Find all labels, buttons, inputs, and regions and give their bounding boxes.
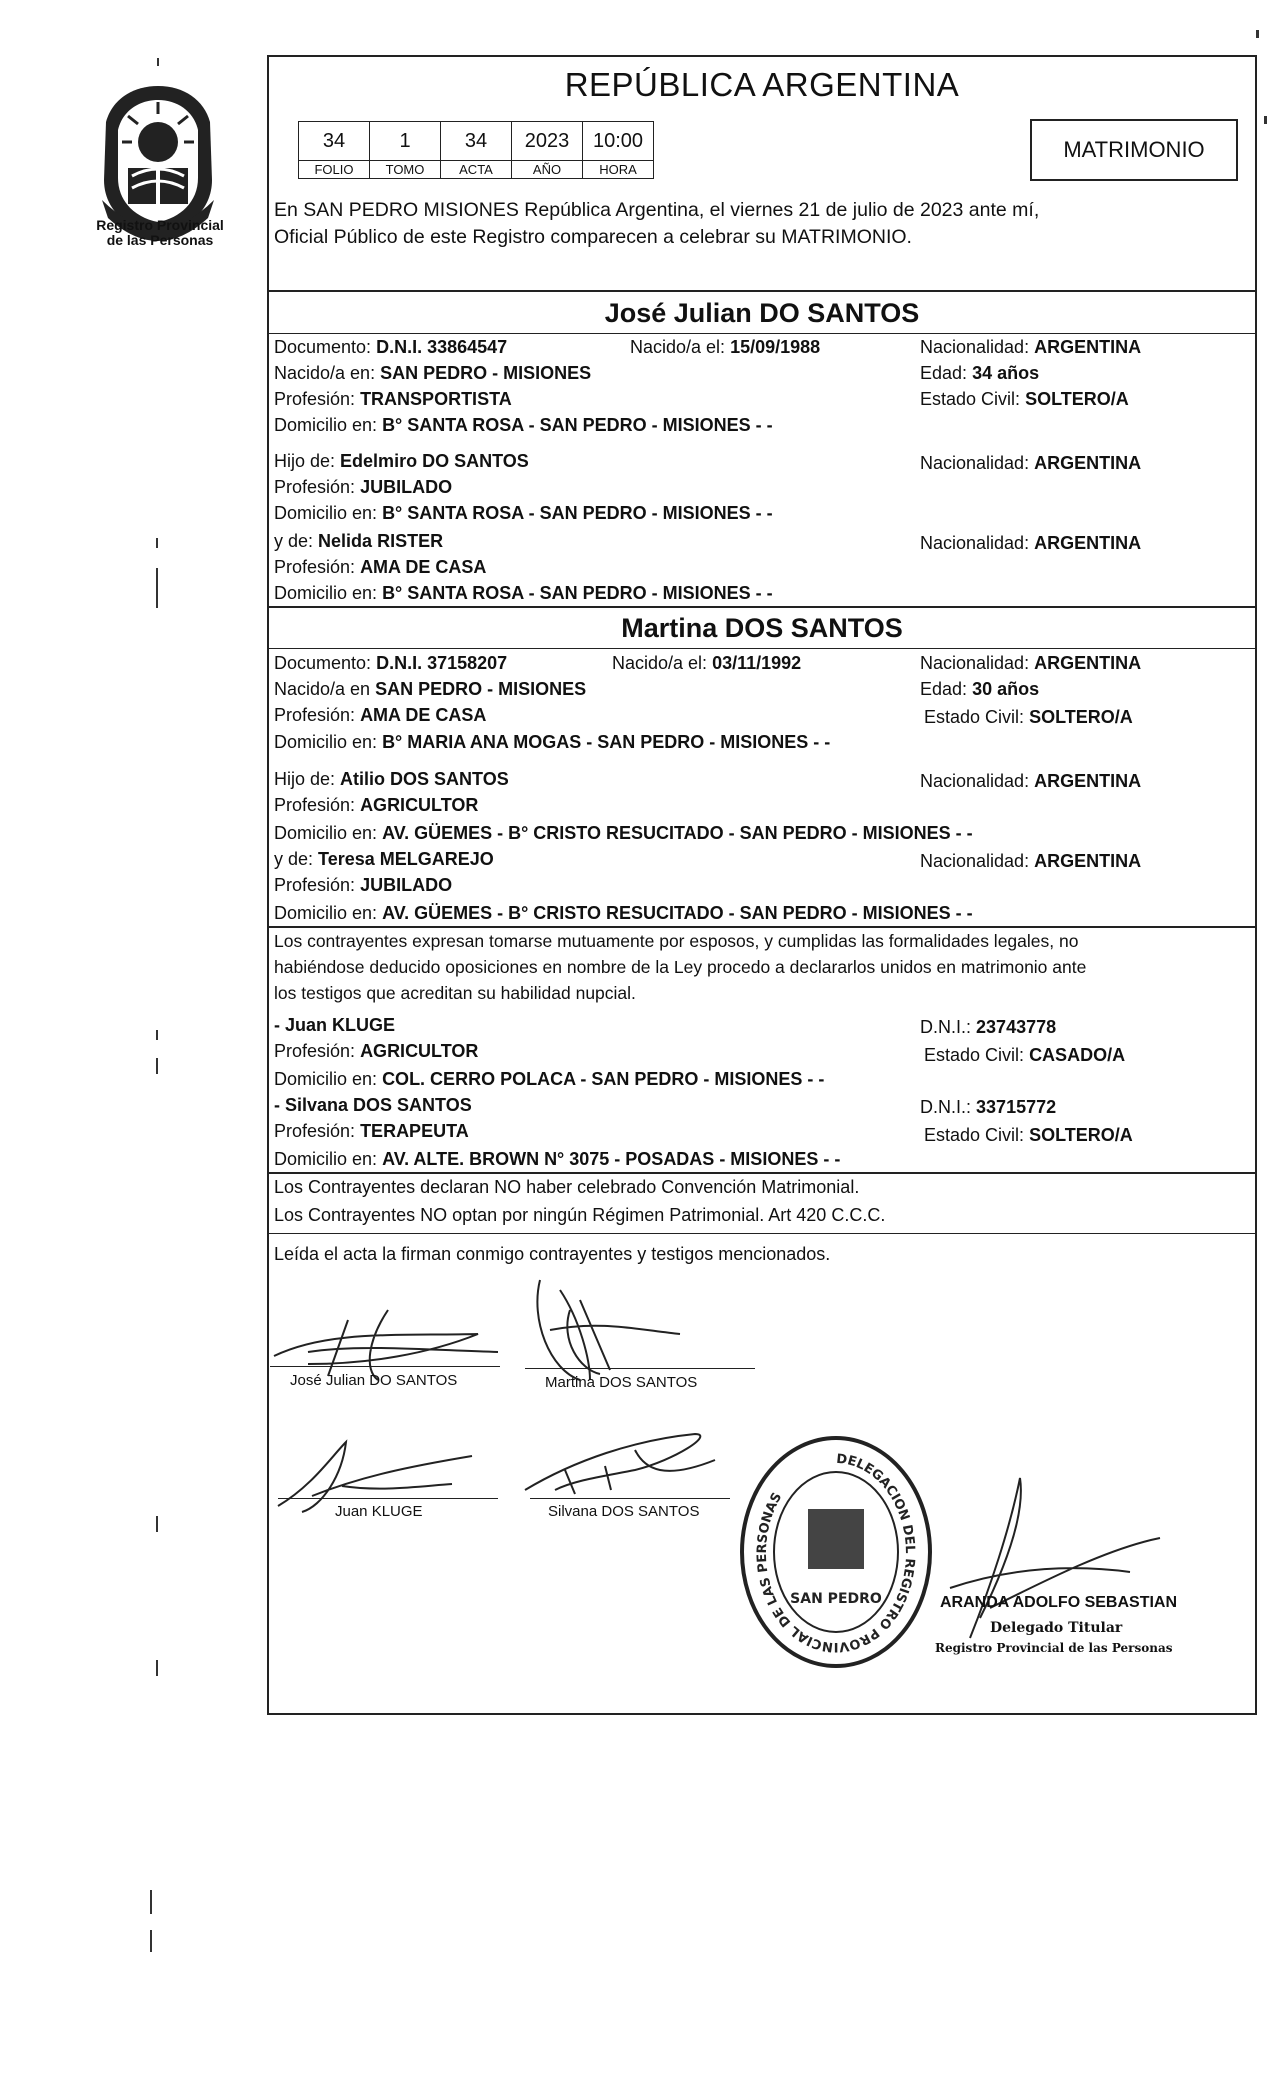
- spouse2-mother: y de: Teresa MELGAREJO: [274, 849, 494, 869]
- closing-statement: Leída el acta la firman conmigo contrayentes y testigos mencionados.: [274, 1244, 831, 1264]
- spouse2-mother-nationality: Nacionalidad: ARGENTINA: [920, 851, 1142, 871]
- registry-caption: [80, 218, 240, 248]
- svg-text:SAN PEDRO: SAN PEDRO: [790, 1591, 882, 1607]
- spouse2-document: Documento: D.N.I. 37158207: [274, 653, 508, 673]
- spouse2-signature: [520, 1270, 760, 1390]
- tomo-value: 1: [370, 122, 441, 161]
- witness2-profession: Profesión: TERAPEUTA: [274, 1121, 469, 1141]
- spouse2-mother-profession: Profesión: JUBILADO: [274, 875, 453, 895]
- intro-line1: En SAN PEDRO MISIONES República Argentina, el viernes 21 de julio de 2023 ante mí,: [274, 199, 1040, 221]
- record-type-box: [1030, 119, 1238, 181]
- record-type: MATRIMONIO: [1063, 137, 1205, 162]
- spouse2-profession: Profesión: AMA DE CASA: [274, 705, 487, 725]
- spouse1-signature-label: José Julian DO SANTOS: [290, 1372, 458, 1389]
- witness1-address: Domicilio en: COL. CERRO POLACA - SAN PEDRO - MISIONES - -: [274, 1069, 825, 1089]
- spouse1-father-profession: Profesión: JUBILADO: [274, 477, 453, 497]
- convention-line2: Los Contrayentes NO optan por ningún Régimen Patrimonial. Art 420 C.C.C.: [274, 1205, 886, 1225]
- divider: [267, 926, 1257, 928]
- divider: [267, 1233, 1257, 1234]
- witness2-address: Domicilio en: AV. ALTE. BROWN N° 3075 - POSADAS - MISIONES - -: [274, 1149, 841, 1169]
- witness2-name: - Silvana DOS SANTOS: [274, 1095, 472, 1115]
- official-org: Registro Provincial de las Personas: [935, 1641, 1173, 1655]
- declaration-line1: Los contrayentes expresan tomarse mutuamente por esposos, y cumplidas las formalidades legales, no: [274, 931, 1079, 951]
- spouse2-civil-status: Estado Civil: SOLTERO/A: [924, 707, 1133, 727]
- folio-label: FOLIO: [299, 161, 370, 179]
- divider: [267, 333, 1257, 334]
- signature-line: [525, 1368, 755, 1369]
- spouse2-age: Edad: 30 años: [920, 679, 1040, 699]
- spouse2-nationality: Nacionalidad: ARGENTINA: [920, 653, 1142, 673]
- declaration-line2: habiéndose deducido oposiciones en nombre de la Ley procedo a declararlos unidos en matrimonio ante: [274, 957, 1087, 977]
- witness2-signature-label: Silvana DOS SANTOS: [548, 1503, 700, 1520]
- signature-line: [530, 1498, 730, 1499]
- witness1-signature-label: Juan KLUGE: [335, 1503, 423, 1520]
- record-table: [298, 121, 654, 179]
- official-title: Delegado Titular: [990, 1620, 1123, 1636]
- divider: [267, 1172, 1257, 1174]
- official-seal: [738, 1433, 934, 1671]
- divider: [267, 290, 1257, 292]
- spouse2-signature-label: Martina DOS SANTOS: [545, 1374, 698, 1391]
- time-value: 10:00: [583, 122, 654, 161]
- spouse2-father-nationality: Nacionalidad: ARGENTINA: [920, 771, 1142, 791]
- spouse1-mother-address: Domicilio en: B° SANTA ROSA - SAN PEDRO - MISIONES - -: [274, 583, 773, 603]
- acta-label: ACTA: [441, 161, 512, 179]
- convention-line1: Los Contrayentes declaran NO haber celebrado Convención Matrimonial.: [274, 1177, 860, 1197]
- folio-value: 34: [299, 122, 370, 161]
- document-title: REPÚBLICA ARGENTINA: [564, 66, 960, 103]
- spouse1-mother-nationality: Nacionalidad: ARGENTINA: [920, 533, 1142, 553]
- spouse1-document: Documento: D.N.I. 33864547: [274, 337, 508, 357]
- signature-line: [270, 1366, 500, 1367]
- witness2-signature: [515, 1420, 755, 1510]
- year-value: 2023: [512, 122, 583, 161]
- year-label: AÑO: [512, 161, 583, 179]
- spouse2-birthplace: Nacido/a en SAN PEDRO - MISIONES: [274, 679, 587, 699]
- spouse2-address: Domicilio en: B° MARIA ANA MOGAS - SAN PEDRO - MISIONES - -: [274, 732, 831, 752]
- witness1-civil-status: Estado Civil: CASADO/A: [924, 1045, 1126, 1065]
- spouse1-father: Hijo de: Edelmiro DO SANTOS: [274, 451, 529, 471]
- spouse1-mother-profession: Profesión: AMA DE CASA: [274, 557, 487, 577]
- witness1-profession: Profesión: AGRICULTOR: [274, 1041, 479, 1061]
- witness2-civil-status: Estado Civil: SOLTERO/A: [924, 1125, 1133, 1145]
- signature-line: [278, 1498, 498, 1499]
- tomo-label: TOMO: [370, 161, 441, 179]
- official-name: ARANDA ADOLFO SEBASTIAN: [940, 1594, 1178, 1611]
- witness1-dni: D.N.I.: 23743778: [920, 1017, 1057, 1037]
- spouse1-mother: y de: Nelida RISTER: [274, 531, 444, 551]
- time-label: HORA: [583, 161, 654, 179]
- divider: [267, 648, 1257, 649]
- svg-text:DELEGACION DEL REGISTRO PROVIN: DELEGACION DEL REGISTRO PROVINCIAL DE LAS PERSONAS: [754, 1451, 918, 1655]
- registry-caption-line2: de las Personas: [106, 232, 214, 248]
- declaration-line3: los testigos que acreditan su habilidad nupcial.: [274, 983, 636, 1003]
- spouse1-name: José Julian DO SANTOS: [604, 298, 920, 328]
- spouse1-civil-status: Estado Civil: SOLTERO/A: [920, 389, 1129, 409]
- spouse2-mother-address: Domicilio en: AV. GÜEMES - B° CRISTO RESUCITADO - SAN PEDRO - MISIONES - -: [274, 903, 973, 923]
- spouse1-father-nationality: Nacionalidad: ARGENTINA: [920, 453, 1142, 473]
- spouse1-birthdate: Nacido/a el: 15/09/1988: [630, 337, 821, 357]
- divider: [267, 606, 1257, 608]
- spouse1-age: Edad: 34 años: [920, 363, 1040, 383]
- spouse1-birthplace: Nacido/a en: SAN PEDRO - MISIONES: [274, 363, 592, 383]
- witness2-dni: D.N.I.: 33715772: [920, 1097, 1057, 1117]
- spouse2-birthdate: Nacido/a el: 03/11/1992: [612, 653, 802, 673]
- spouse2-father-address: Domicilio en: AV. GÜEMES - B° CRISTO RESUCITADO - SAN PEDRO - MISIONES - -: [274, 823, 973, 843]
- spouse2-name: Martina DOS SANTOS: [621, 613, 903, 643]
- spouse1-nationality: Nacionalidad: ARGENTINA: [920, 337, 1142, 357]
- spouse1-father-address: Domicilio en: B° SANTA ROSA - SAN PEDRO - MISIONES - -: [274, 503, 773, 523]
- acta-value: 34: [441, 122, 512, 161]
- intro-line2: Oficial Público de este Registro comparecen a celebrar su MATRIMONIO.: [274, 226, 912, 248]
- spouse2-father: Hijo de: Atilio DOS SANTOS: [274, 769, 509, 789]
- registry-caption-line1: Registro Provincial: [96, 217, 224, 233]
- spouse1-address: Domicilio en: B° SANTA ROSA - SAN PEDRO - MISIONES - -: [274, 415, 773, 435]
- spouse1-profession: Profesión: TRANSPORTISTA: [274, 389, 512, 409]
- spouse2-father-profession: Profesión: AGRICULTOR: [274, 795, 479, 815]
- intro-paragraph: [274, 197, 1254, 251]
- witness1-name: - Juan KLUGE: [274, 1015, 396, 1035]
